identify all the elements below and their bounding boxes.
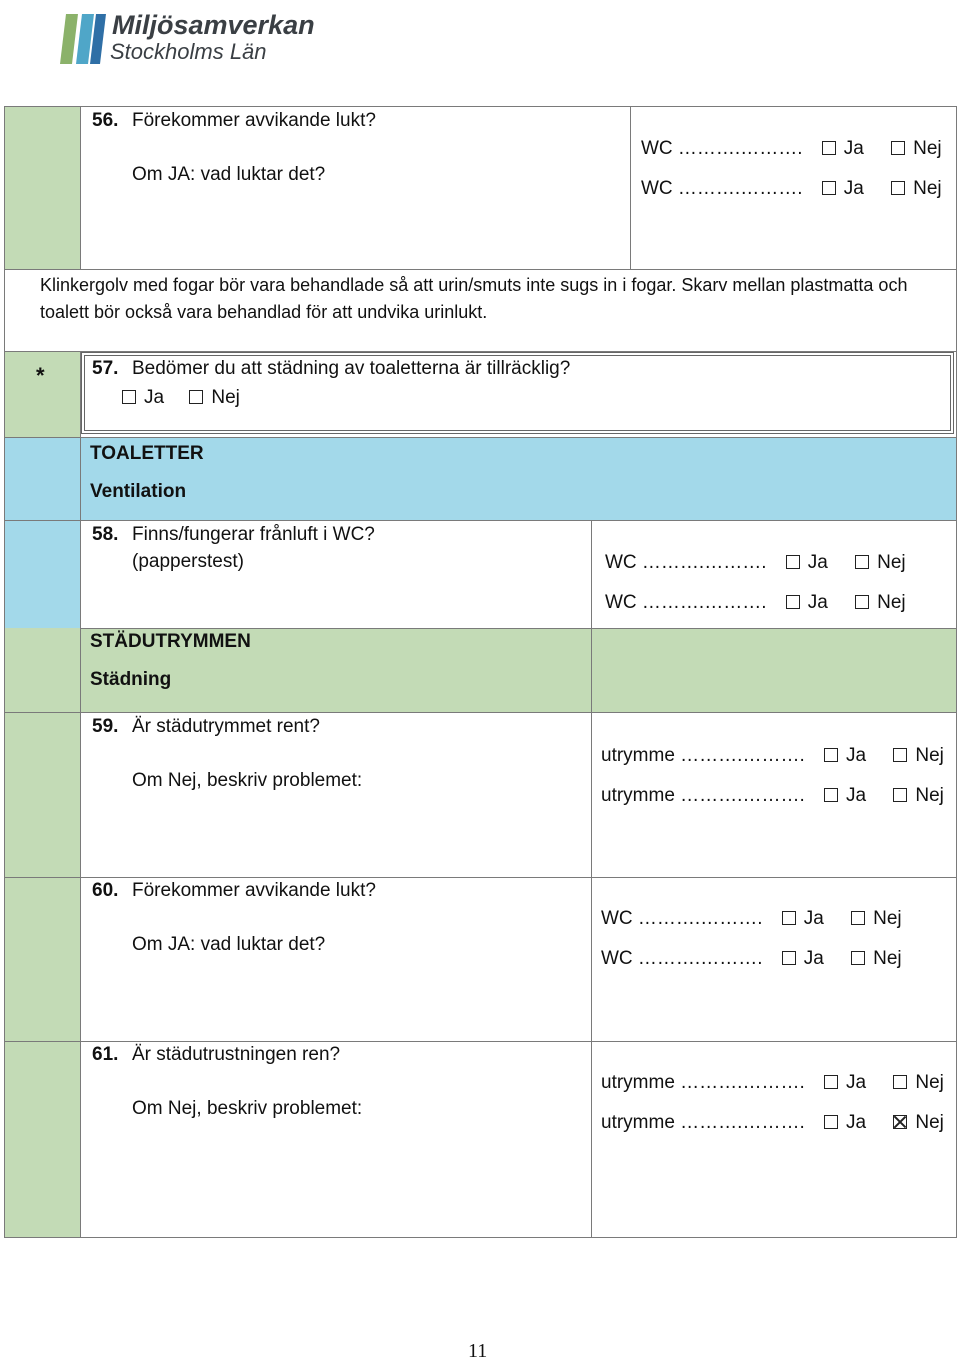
q58-question: Finns/fungerar frånluft i WC? [132,524,375,545]
q61-row-1 [601,1071,944,1095]
no-checkbox[interactable] [893,748,907,762]
q60-row-2 [601,947,902,971]
q61-row-2 [601,1111,944,1135]
left-margin-60 [4,877,80,1041]
yes-label: Ja [144,387,165,408]
no-label: Nej [877,552,906,573]
q61-question: Är städutrustningen ren? [132,1044,341,1065]
no-checkbox[interactable] [855,595,869,609]
q56-question: Förekommer avvikande lukt? [132,110,376,131]
row-label: WC ……….………. [601,948,763,969]
yes-label: Ja [843,138,864,159]
no-label: Nej [913,138,942,159]
no-label: Nej [873,908,902,929]
no-label: Nej [873,948,902,969]
row-label: utrymme ……….………. [601,1072,805,1093]
yes-label: Ja [803,908,824,929]
q59-row-2 [601,784,944,808]
left-margin-61 [4,1041,80,1237]
no-checkbox[interactable] [893,1075,907,1089]
yes-checkbox[interactable] [824,1075,838,1089]
yes-label: Ja [807,592,828,613]
q58-row-2 [605,591,906,615]
left-margin-56 [4,106,80,269]
no-checkbox-checked[interactable] [893,1115,907,1129]
logo [58,12,328,68]
q58-row-1 [605,551,906,575]
q56-row-2 [641,177,942,201]
q58-number: 58. [92,524,119,545]
q60-sub: Om JA: vad luktar det? [132,934,326,955]
yes-checkbox[interactable] [824,788,838,802]
page-number: 11 [468,1340,488,1362]
yes-checkbox[interactable] [786,555,800,569]
yes-checkbox[interactable] [824,1115,838,1129]
no-checkbox[interactable] [851,951,865,965]
yes-label: Ja [846,1112,867,1133]
row-label: WC ……….………. [641,138,803,159]
q57-number: 57. [92,358,119,379]
yes-checkbox[interactable] [786,595,800,609]
section-subtitle: Städning [90,669,172,690]
yes-checkbox[interactable] [782,911,796,925]
row-label: utrymme ……….………. [601,745,805,766]
yes-label: Ja [807,552,828,573]
no-checkbox[interactable] [891,141,905,155]
no-label: Nej [915,1112,944,1133]
logo-stripes-icon [58,12,110,66]
logo-title: Miljösamverkan [112,10,315,40]
row-label: utrymme ……….………. [601,785,805,806]
q59-question: Är städutrymmet rent? [132,716,320,737]
no-label: Nej [915,745,944,766]
logo-subtitle: Stockholms Län [110,39,267,64]
yes-label: Ja [843,178,864,199]
section-subtitle: Ventilation [90,481,187,502]
no-label: Nej [913,178,942,199]
note-text: Klinkergolv med fogar bör vara behandlade så att urin/smuts inte sugs in i fogar. Skarv mellan plastmatta och toalett bör också vara behandlad för att undvika urinlukt. [40,275,908,322]
q59-row-1 [601,744,944,768]
row-label: WC ……….………. [641,178,803,199]
q58-sub: (papperstest) [132,551,244,572]
q60-number: 60. [92,880,119,901]
q56-sub: Om JA: vad luktar det? [132,164,326,185]
section-title: TOALETTER [90,443,204,464]
yes-label: Ja [846,785,867,806]
no-label: Nej [915,785,944,806]
q57-question: Bedömer du att städning av toaletterna är tillräcklig? [132,358,571,379]
left-margin-58 [4,520,80,628]
q56-number: 56. [92,110,119,131]
q56-row-1 [641,137,942,161]
row-label: WC ……….………. [601,908,763,929]
yes-label: Ja [846,1072,867,1093]
section-title: STÄDUTRYMMEN [90,631,251,652]
q61-number: 61. [92,1044,119,1065]
q59-sub: Om Nej, beskriv problemet: [132,770,363,791]
yes-label: Ja [846,745,867,766]
no-label: Nej [211,387,240,408]
no-label: Nej [877,592,906,613]
row-label: utrymme ……….………. [601,1112,805,1133]
yes-checkbox[interactable] [122,390,136,404]
yes-label: Ja [803,948,824,969]
required-marker: * [36,363,45,388]
no-checkbox[interactable] [851,911,865,925]
left-margin-59 [4,712,80,877]
no-checkbox[interactable] [893,788,907,802]
yes-checkbox[interactable] [782,951,796,965]
yes-checkbox[interactable] [824,748,838,762]
row-label: WC ……….………. [605,592,767,613]
no-label: Nej [915,1072,944,1093]
row-label: WC ……….………. [605,552,767,573]
q61-sub: Om Nej, beskriv problemet: [132,1098,363,1119]
q60-row-1 [601,907,902,931]
q59-number: 59. [92,716,119,737]
no-checkbox[interactable] [891,181,905,195]
no-checkbox[interactable] [855,555,869,569]
yes-checkbox[interactable] [822,181,836,195]
no-checkbox[interactable] [189,390,203,404]
q60-question: Förekommer avvikande lukt? [132,880,376,901]
q57-options [122,386,240,410]
yes-checkbox[interactable] [822,141,836,155]
